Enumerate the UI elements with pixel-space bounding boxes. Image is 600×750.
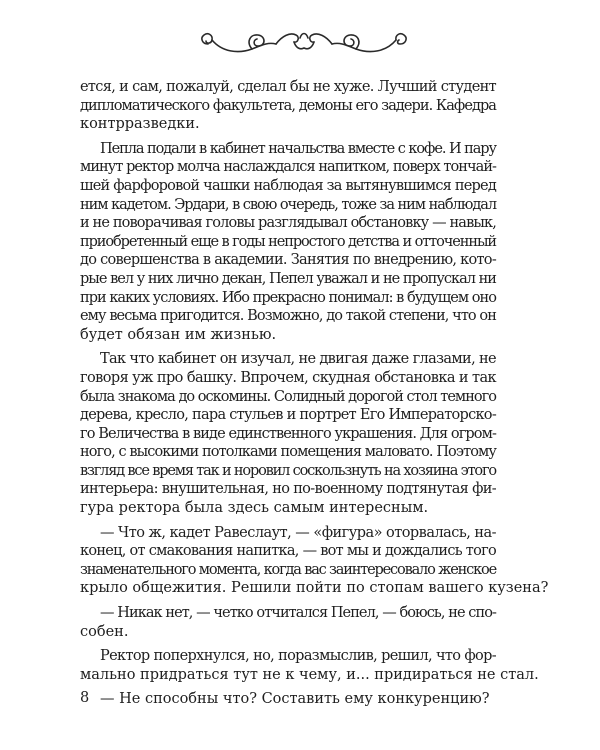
text-line: приобретенный еще в годы непростого детства и отточенный [80,233,496,250]
text-line: до совершенства в академии. Занятия по внедрению, кото- [80,252,496,269]
text-line: крыло общежития. Решили пойти по стопам вашего кузена? [80,580,549,597]
body-text [80,78,549,709]
page-number: 8 [80,690,90,706]
text-line: ему весьма пригодится. Возможно, до такой степени, что он [80,308,496,325]
text-line: контрразведки. [80,116,200,133]
text-line: была знакома до оскомины. Солидный дорогой стол темного [80,388,496,405]
text-line: гура ректора была здесь самым интересным. [80,500,429,517]
text-line: — Никак нет, — четко отчитался Пепел, — боюсь, не спо- [100,605,496,622]
text-line: собен. [80,623,129,640]
text-line: взгляд все время так и норовил соскользнуть на хозяина этого [80,462,496,479]
text-line: минут ректор молча наслаждался напитком, поверх тончай- [80,159,496,176]
text-line: знаменательного момента, когда вас заинтересовало женское [80,561,496,578]
flourish-ornament [196,18,412,62]
text-line: — Не способны что? Составить ему конкуренцию? [100,691,490,708]
text-line: шей фарфоровой чашки наблюдая за вытянувшимся перед [80,177,496,194]
text-line: — Что ж, кадет Равеслаут, — «фигура» оторвалась, на- [100,524,497,541]
text-line: при каких условиях. Ибо прекрасно понимал: в будущем оно [80,289,496,306]
text-line: говоря уж про башку. Впрочем, скудная обстановка и так [80,369,496,386]
text-line: Так что кабинет он изучал, не двигая даже глазами, не [100,351,496,368]
text-line: Пепла подали в кабинет начальства вместе с кофе. И пару [100,140,496,157]
text-line: мально придраться тут не к чему, и... придираться не стал. [80,666,539,683]
text-line: Ректор поперхнулся, но, поразмыслив, решил, что фор- [100,648,496,665]
text-line: интерьера: внушительная, но по-военному подтянутая фи- [80,481,496,498]
text-line: дерева, кресло, пара стульев и портрет Его Императорско- [80,407,496,424]
text-line: рые вел у них лично декан, Пепел уважал и не пропускал ни [80,270,496,287]
text-line: ного, с высокими потолками помещения маловато. Поэтому [80,444,496,461]
text-line: дипломатического факультета, демоны его задери. Кафедра [80,97,496,114]
text-line: го Величества в виде единственного украшения. Для огром- [80,425,496,442]
text-line: конец, от смакования напитка, — вот мы и дождались того [80,543,496,560]
text-line: ним кадетом. Эрдари, в свою очередь, тоже за ним наблюдал [80,196,496,213]
text-line: и не поворачивая головы разглядывал обстановку — навык, [80,215,496,232]
text-line: будет обязан им жизнью. [80,326,277,343]
text-line: ется, и сам, пожалуй, сделал бы не хуже. Лучший студент [80,79,496,95]
